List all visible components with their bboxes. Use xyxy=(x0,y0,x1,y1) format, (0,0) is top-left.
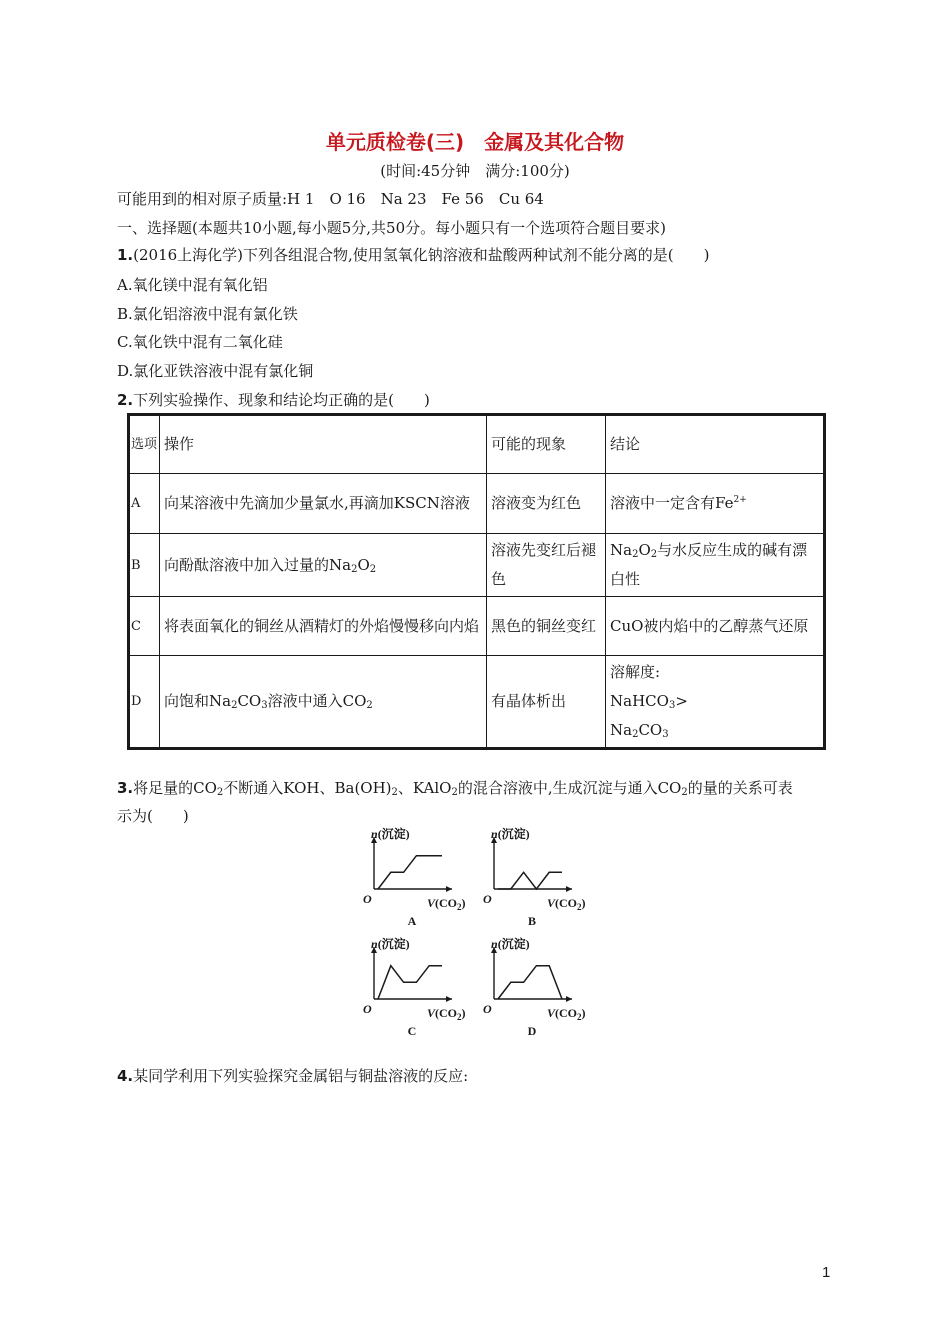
option-cell: C xyxy=(129,597,160,656)
question-text: 的量的关系可表 xyxy=(687,779,793,797)
conclusion-text: 与水反应生成的碱有漂白性 xyxy=(610,541,808,588)
subscript: 2 xyxy=(391,787,398,798)
question-1-option-c: C.氧化铁中混有二氧化硅 xyxy=(117,333,283,351)
question-text: 将足量的CO xyxy=(133,779,217,797)
y-axis-label: n(沉淀) xyxy=(491,937,530,951)
conclusion-line xyxy=(610,687,819,716)
graph-option-label: A xyxy=(407,914,417,928)
x-axis-arrow xyxy=(566,886,572,892)
subscript: 3 xyxy=(668,700,676,711)
subscript: 2 xyxy=(231,700,238,711)
conclusion-text: 溶液中一定含有Fe xyxy=(610,494,734,512)
question-3-stem xyxy=(117,777,793,798)
x-axis-arrow xyxy=(566,996,572,1002)
conclusion-cell xyxy=(606,474,825,534)
series-line xyxy=(378,966,442,999)
operation-cell xyxy=(160,656,487,749)
operation-text: 向饱和Na xyxy=(164,692,232,710)
subscript: 2 xyxy=(632,729,639,740)
subscript: 2 xyxy=(369,563,377,575)
question-text: 某同学利用下列实验探究金属铝与铜盐溶液的反应: xyxy=(133,1067,469,1085)
graph-b xyxy=(477,826,597,934)
conclusion-line xyxy=(610,716,819,745)
question-text: 、KAlO xyxy=(397,779,452,797)
option-cell: B xyxy=(129,534,160,597)
formula-text: CO xyxy=(638,721,663,739)
question-1-option-b: B.氯化铝溶液中混有氯化铁 xyxy=(117,305,298,323)
operation-text: O xyxy=(357,555,370,574)
question-text: 的混合溶液中,生成沉淀与通入CO xyxy=(457,779,682,797)
comparison-sign: > xyxy=(675,692,688,710)
conclusion-text: O xyxy=(638,541,651,559)
operation-cell: 将表面氧化的铜丝从酒精灯的外焰慢慢移向内焰 xyxy=(160,597,487,656)
x-axis-label: $V(CO_2)$ xyxy=(427,896,466,912)
question-4-stem xyxy=(117,1065,468,1086)
origin-label: O xyxy=(483,892,492,906)
operation-text: CO xyxy=(237,692,262,710)
subscript: 2 xyxy=(216,787,224,798)
x-axis-label: $V(CO_2)$ xyxy=(547,896,586,912)
ion-charge: 2+ xyxy=(733,495,747,505)
option-cell: A xyxy=(129,474,160,534)
phenomenon-cell: 溶液变为红色 xyxy=(487,474,606,534)
graph-option-label: D xyxy=(527,1024,537,1038)
table-row xyxy=(129,474,825,534)
subscript: 2 xyxy=(451,787,458,798)
x-axis-arrow xyxy=(446,886,452,892)
x-axis-label: $V(CO_2)$ xyxy=(547,1006,586,1022)
operation-cell xyxy=(160,534,487,597)
formula-text: Na xyxy=(610,721,633,739)
question-text: (2016上海化学)下列各组混合物,使用氢氧化钠溶液和盐酸两种试剂不能分离的是( ) xyxy=(133,246,710,264)
series-line xyxy=(498,872,562,889)
page-title: 单元质检卷(三) 金属及其化合物 xyxy=(325,130,625,154)
page-subtitle: (时间:45分钟 满分:100分) xyxy=(380,162,570,180)
question-2-stem xyxy=(117,389,430,410)
section-heading: 一、选择题(本题共10小题,每小题5分,共50分。每小题只有一个选项符合题目要求) xyxy=(117,219,666,237)
series-line xyxy=(378,856,442,889)
subscript: 2 xyxy=(366,700,373,711)
formula-text: NaHCO xyxy=(610,692,669,710)
question-3-stem-line-2: 示为( ) xyxy=(117,807,189,825)
table-row xyxy=(129,597,825,656)
origin-label: O xyxy=(363,1002,372,1016)
option-cell: D xyxy=(129,656,160,749)
series-line xyxy=(498,966,562,999)
subscript: 3 xyxy=(662,729,669,740)
table-header-row xyxy=(129,415,825,474)
subscript: 2 xyxy=(650,549,658,560)
subscript: 3 xyxy=(261,700,268,711)
subscript: 2 xyxy=(351,563,358,575)
x-axis-arrow xyxy=(446,996,452,1002)
y-axis-label: n(沉淀) xyxy=(491,827,530,841)
page-number: 1 xyxy=(822,1264,831,1281)
origin-label: O xyxy=(483,1002,492,1016)
conclusion-cell xyxy=(606,656,825,749)
question-1-stem xyxy=(117,244,710,265)
table-row xyxy=(129,656,825,749)
atomic-masses-line: 可能用到的相对原子质量:H 1 O 16 Na 23 Fe 56 Cu 64 xyxy=(117,190,544,208)
conclusion-cell: CuO被内焰中的乙醇蒸气还原 xyxy=(606,597,825,656)
conclusion-text: Na xyxy=(610,541,633,559)
phenomenon-cell: 有晶体析出 xyxy=(487,656,606,749)
header-cell: 可能的现象 xyxy=(487,415,606,474)
header-cell: 结论 xyxy=(606,415,825,474)
graph-d xyxy=(477,936,597,1044)
graph-c xyxy=(357,936,477,1044)
subscript: 2 xyxy=(632,549,639,560)
subscript: 2 xyxy=(681,787,688,798)
phenomenon-cell: 溶液先变红后褪色 xyxy=(487,534,606,597)
operation-cell: 向某溶液中先滴加少量氯水,再滴加KSCN溶液 xyxy=(160,474,487,534)
question-1-option-d: D.氯化亚铁溶液中混有氯化铜 xyxy=(117,362,314,380)
phenomenon-cell: 黑色的铜丝变红 xyxy=(487,597,606,656)
operation-text: 溶液中通入CO xyxy=(267,692,367,710)
y-axis-label: n(沉淀) xyxy=(371,937,410,951)
question-1-option-a: A.氧化镁中混有氧化铝 xyxy=(117,276,268,294)
question-number: 2. xyxy=(117,391,134,409)
graph-a xyxy=(357,826,477,934)
question-text: 下列实验操作、现象和结论均正确的是( ) xyxy=(133,391,430,409)
header-cell: 操作 xyxy=(160,415,487,474)
header-cell: 选项 xyxy=(129,415,160,474)
graph-option-label: C xyxy=(407,1024,417,1038)
x-axis-label: $V(CO_2)$ xyxy=(427,1006,466,1022)
graph-option-label: B xyxy=(527,914,537,928)
question-2-table xyxy=(127,413,826,750)
conclusion-cell xyxy=(606,534,825,597)
table-row xyxy=(129,534,825,597)
operation-text: 向酚酞溶液中加入过量的Na xyxy=(164,555,352,574)
origin-label: O xyxy=(363,892,372,906)
question-number: 3. xyxy=(117,779,134,797)
y-axis-label: n(沉淀) xyxy=(371,827,410,841)
question-text: 不断通入KOH、Ba(OH) xyxy=(223,779,392,797)
question-number: 4. xyxy=(117,1067,134,1085)
conclusion-line: 溶解度: xyxy=(610,663,661,681)
question-number: 1. xyxy=(117,246,134,264)
